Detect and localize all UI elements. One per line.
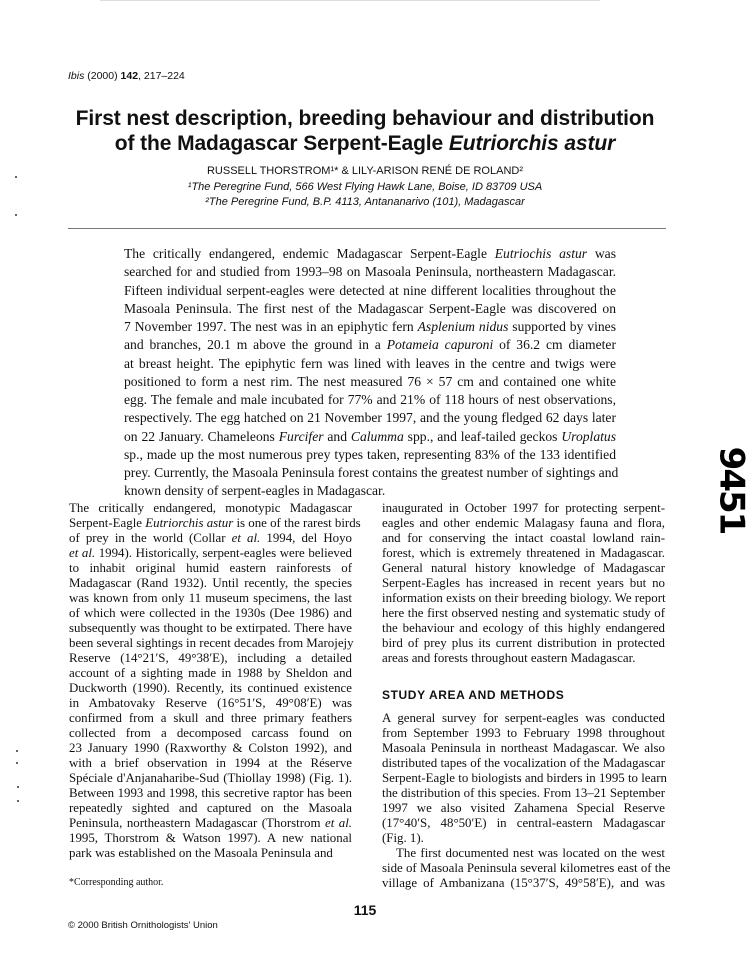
- line-text: The first documented nest was located on the west: [396, 846, 665, 860]
- line-text: The critically endangered, monotypic Madagascar: [69, 501, 352, 515]
- methods-paragraph-1: [382, 711, 665, 846]
- text-line: [69, 606, 352, 621]
- text-line: [382, 621, 665, 636]
- line-text: here the first observed nesting and systematic study of: [382, 606, 665, 620]
- text-line: [124, 318, 616, 336]
- text-line: [382, 861, 671, 876]
- journal-year: (2000): [84, 70, 121, 82]
- line-text: subsequently was thought to be extirpated. There have: [69, 621, 352, 635]
- line-text: the distribution of this species. From 13–21 September: [382, 786, 665, 800]
- italic-term: et al.: [231, 531, 261, 545]
- header-divider: [68, 228, 666, 229]
- text-line: [124, 446, 616, 464]
- line-text: Peninsula, northeastern Madagascar (Thorstrom: [69, 816, 325, 830]
- text-line: [382, 876, 665, 891]
- text-line: [69, 771, 352, 786]
- text-line: [69, 666, 352, 681]
- text-line: [124, 336, 616, 354]
- text-line: [69, 621, 352, 636]
- line-text: searched for and studied from 1993–98 on Masoala Peninsula, northeastern Madagascar.: [124, 264, 616, 280]
- italic-term: Asplenium nidus: [417, 319, 509, 334]
- text-line: [69, 516, 361, 531]
- text-line: [382, 636, 665, 651]
- line-text: known density of serpent-eagles in Madagascar.: [124, 483, 386, 499]
- line-text: A general survey for serpent-eagles was conducted: [382, 711, 665, 725]
- copyright: © 2000 British Ornithologists' Union: [68, 920, 218, 931]
- title-species-name: Eutriorchis astur: [448, 132, 616, 155]
- scan-speck: [15, 214, 17, 216]
- text-line: [124, 482, 616, 500]
- text-line: [382, 516, 665, 531]
- text-line: [69, 591, 352, 606]
- italic-term: Uroplatus: [561, 428, 616, 444]
- italic-term: et al.: [69, 546, 96, 560]
- title-line-2-text: of the Madagascar Serpent-Eagle: [114, 132, 449, 155]
- text-line: [382, 816, 665, 831]
- line-text: inaugurated in October 1997 for protecting serpent-: [382, 501, 665, 515]
- text-line: [124, 245, 616, 263]
- journal-volume: 142: [120, 70, 139, 82]
- line-text: Spéciale d'Anjanaharibe-Sud (Thiollay 1998) (Fig. 1).: [69, 771, 352, 785]
- line-text: Masoala Peninsula in northeast Madagascar. We also: [382, 741, 665, 755]
- text-line: [124, 282, 616, 300]
- line-text: Duckworth (1990). Recently, its continued existence: [69, 681, 352, 695]
- text-line: [69, 576, 352, 591]
- line-text: Madagascar (Rand 1932). Until recently, the species: [69, 576, 352, 590]
- line-text: bird of prey plus its current distribution in protected: [382, 636, 665, 650]
- italic-term: Potameia capuroni: [386, 337, 494, 353]
- journal-citation: [68, 70, 185, 82]
- text-line: [124, 391, 616, 409]
- text-line: [124, 355, 616, 373]
- line-text: repeatedly sighted and captured on the Masoala: [69, 801, 352, 815]
- author-block: [40, 164, 690, 211]
- text-line: [69, 681, 352, 696]
- text-line: [382, 501, 665, 516]
- journal-name: Ibis: [68, 70, 85, 82]
- line-text: and branches, 20.1 m above the ground in a: [124, 337, 387, 353]
- text-line: [69, 756, 352, 771]
- line-text: the behaviour and ecology of this highly endangered: [382, 621, 665, 635]
- text-line: [69, 816, 352, 831]
- line-text: eagles and other endemic Malagasy fauna and flora,: [382, 516, 665, 530]
- text-line: [124, 409, 616, 427]
- line-text: account of a sighting made in 1988 by Sheldon and: [69, 666, 352, 680]
- italic-term: et al.: [324, 816, 353, 830]
- text-line: [382, 741, 665, 756]
- line-text: 7 November 1997. The nest was in an epiphytic fern: [124, 319, 418, 334]
- line-text: with a brief observation in 1994 at the Réserve: [69, 756, 352, 770]
- line-text: was: [587, 246, 616, 261]
- text-line: [69, 546, 352, 561]
- line-text: 23 January 1990 (Raxworthy & Colston 1992), and: [69, 741, 352, 755]
- text-line: [69, 636, 352, 651]
- line-text: distributed tapes of the vocalization of the Madagascar: [382, 756, 665, 770]
- scan-edge-line: [100, 0, 600, 1]
- line-text: 1995, Thorstrom & Watson 1997). A new national: [69, 831, 352, 845]
- line-text: side of Masoala Peninsula several kilometres east of the: [382, 861, 671, 875]
- text-line: [382, 546, 665, 561]
- line-text: Between 1993 and 1998, this secretive raptor has been: [69, 786, 352, 800]
- text-line: [382, 576, 665, 591]
- scan-speck: [17, 800, 19, 802]
- affiliation-2: ²The Peregrine Fund, B.P. 4113, Antananarivo (101), Madagascar: [205, 196, 525, 208]
- text-line: [69, 786, 352, 801]
- line-text: of prey in the world (Collar: [69, 531, 232, 545]
- text-line: [69, 561, 352, 576]
- italic-term: Calumma: [350, 428, 404, 444]
- text-line: [69, 831, 352, 846]
- italic-term: Furcifer: [278, 428, 324, 444]
- text-line: [69, 846, 352, 861]
- line-text: is one of the rarest birds: [233, 516, 361, 530]
- text-line: [382, 771, 665, 786]
- text-line: [69, 741, 352, 756]
- scan-speck: [16, 762, 18, 764]
- text-line: [382, 711, 665, 726]
- text-line: [69, 531, 352, 546]
- text-line: [69, 711, 352, 726]
- line-text: egg. The female and male incubated for 77% and 21% of 118 hours of nest observations,: [124, 392, 616, 407]
- line-text: in Ambatovaky Reserve (16°51′S, 49°08′E) was: [69, 696, 352, 710]
- handwritten-annotation: 9451: [711, 446, 751, 534]
- line-text: on 22 January. Chameleons: [124, 428, 279, 444]
- footnote: *Corresponding author.: [69, 877, 164, 888]
- text-line: [382, 606, 665, 621]
- page-number: 115: [353, 902, 377, 918]
- text-line: [382, 651, 665, 666]
- line-text: confirmed from a skull and three primary feathers: [69, 711, 352, 725]
- line-text: (Fig. 1).: [382, 831, 424, 845]
- text-line: [124, 373, 616, 391]
- line-text: sp., made up the most numerous prey types taken, representing 83% of the 133 identified: [124, 446, 616, 462]
- line-text: forest, which is extremely threatened in Madagascar.: [382, 546, 665, 560]
- line-text: prey. Currently, the Masoala Peninsula forest contains the greatest number of sightings and: [124, 465, 619, 480]
- text-line: [124, 300, 616, 318]
- line-text: was known from only 11 museum specimens, the last: [69, 591, 352, 605]
- text-line: [124, 428, 616, 446]
- line-text: The critically endangered, endemic Madagascar Serpent-Eagle: [124, 246, 495, 261]
- text-line: [69, 501, 352, 516]
- line-text: Serpent-Eagles has increased in recent years but no: [382, 576, 665, 590]
- line-text: village of Ambanizana (15°37′S, 49°58′E), and was: [382, 876, 665, 890]
- article-title: [40, 106, 690, 156]
- line-text: General natural history knowledge of Madagascar: [382, 561, 665, 575]
- author-names: RUSSELL THORSTROM¹* & LILY-ARISON RENÉ DE ROLAND²: [206, 165, 523, 177]
- abstract: [124, 245, 619, 501]
- line-text: areas and forests throughout eastern Madagascar.: [382, 651, 636, 665]
- body-column-left: [69, 501, 361, 861]
- line-text: respectively. The egg hatched on 21 November 1997, and the young fledged 62 days later: [124, 410, 616, 426]
- line-text: of 36.2 cm diameter: [493, 337, 616, 353]
- text-line: [69, 726, 352, 741]
- line-text: Masoala Peninsula. The first nest of the Madagascar Serpent-Eagle was discovered on: [124, 300, 616, 316]
- text-line: [124, 263, 616, 281]
- scan-speck: [17, 786, 19, 788]
- journal-pages: , 217–224: [138, 70, 185, 82]
- text-line: [382, 756, 665, 771]
- text-line: [69, 651, 352, 666]
- text-line: [382, 801, 665, 816]
- text-line: [124, 464, 619, 482]
- text-line: [382, 786, 665, 801]
- line-text: spp., and leaf-tailed geckos: [403, 428, 562, 444]
- text-line: [382, 531, 665, 546]
- line-text: Fifteen individual serpent-eagles were detected at nine different localities throughout the: [124, 282, 616, 298]
- line-text: been several sightings in recent decades from Marojejy: [69, 636, 354, 650]
- title-line-1: First nest description, breeding behaviour and distribution: [75, 107, 655, 130]
- line-text: Reserve (14°21′S, 49°38′E), including a detailed: [69, 651, 352, 665]
- line-text: positioned to form a nest rim. The nest measured 76 × 57 cm and contained one white: [124, 373, 616, 389]
- italic-term: Eutriochis astur: [494, 246, 588, 261]
- text-line: [382, 831, 665, 846]
- line-text: 1994). Historically, serpent-eagles were believed: [95, 546, 352, 560]
- affiliation-1: ¹The Peregrine Fund, 566 West Flying Hawk Lane, Boise, ID 83709 USA: [187, 180, 543, 193]
- text-line: [382, 846, 665, 861]
- scan-speck: [16, 750, 18, 752]
- line-text: and for conserving the intact coastal lowland rain-: [382, 531, 665, 545]
- line-text: Serpent-Eagle to biologists and birders in 1995 to learn: [382, 771, 667, 785]
- text-line: [382, 726, 665, 741]
- section-heading: STUDY AREA AND METHODS: [382, 688, 565, 702]
- line-text: collected from a decomposed carcass found on: [69, 726, 352, 740]
- line-text: to inhabit original humid eastern rainforests of: [69, 561, 352, 575]
- scan-speck: [15, 176, 17, 178]
- line-text: from September 1993 to February 1998 throughout: [382, 726, 665, 740]
- body-column-right: [382, 501, 671, 891]
- text-line: [382, 591, 665, 606]
- line-text: park was established on the Masoala Peninsula and: [69, 846, 333, 860]
- line-text: of which were collected in the 1930s (Dee 1986) and: [69, 606, 352, 620]
- line-text: information exists on their breeding biology. We report: [382, 591, 666, 605]
- text-line: [69, 801, 352, 816]
- line-text: supported by vines: [508, 319, 616, 334]
- line-text: Serpent-Eagle: [69, 516, 146, 530]
- intro-continued: [382, 501, 665, 666]
- text-line: [382, 561, 665, 576]
- line-text: 1994, del Hoyo: [260, 531, 352, 545]
- methods-paragraph-2: [382, 846, 671, 891]
- line-text: at breast height. The epiphytic fern was lined with leaves in the centre and twigs were: [124, 355, 616, 371]
- text-line: [69, 696, 352, 711]
- line-text: (17°40′S, 48°50′E) in central-eastern Madagascar: [382, 816, 665, 830]
- italic-term: Eutriorchis astur: [145, 516, 234, 530]
- line-text: 1997 we also visited Zahamena Special Reserve: [382, 801, 665, 815]
- line-text: and: [323, 428, 351, 444]
- title-line-2: [40, 131, 690, 156]
